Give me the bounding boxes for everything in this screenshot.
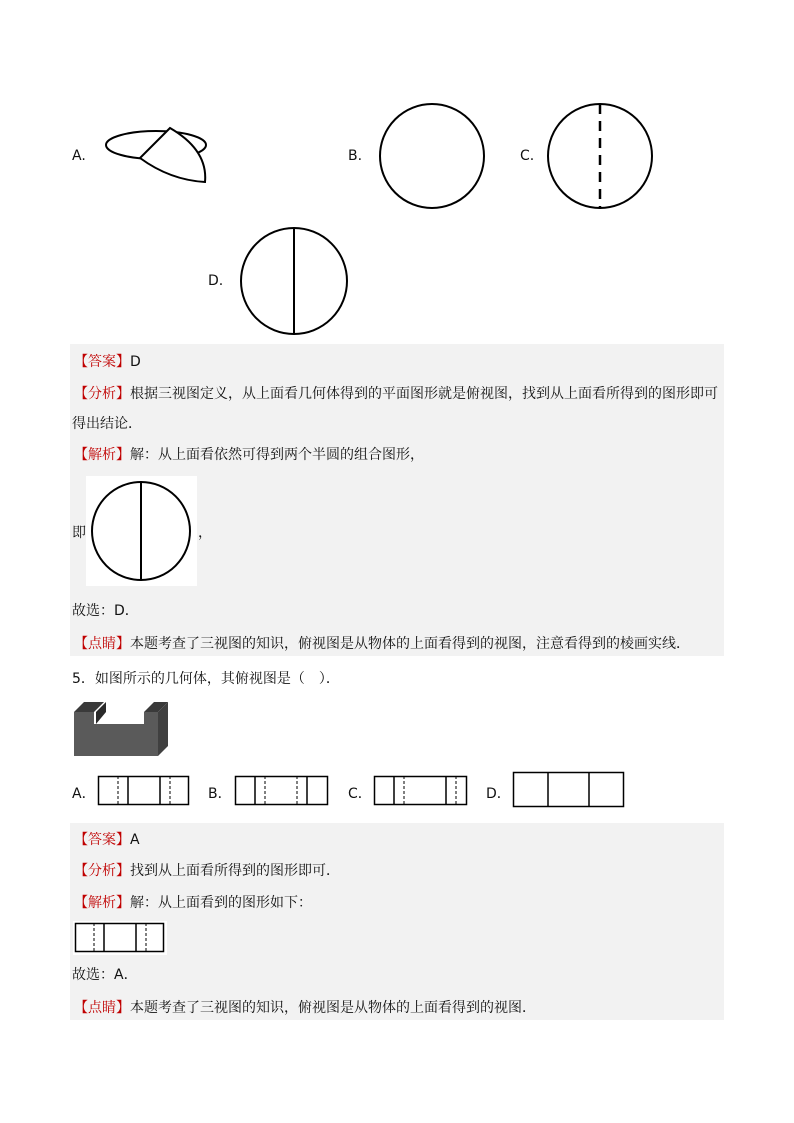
- q5-answer: [74, 829, 140, 849]
- option-d-figure: [240, 228, 348, 334]
- q5-option-d-label: D．: [486, 786, 511, 802]
- q5-comment: [74, 997, 536, 1017]
- q5-analysis: [74, 860, 340, 880]
- comment-tag: 【点睛】: [74, 636, 130, 652]
- option-a-figure: [100, 120, 220, 195]
- q5-option-c-label: C．: [348, 786, 372, 802]
- q5-choice: 故选：A．: [72, 967, 138, 983]
- solution-text: 解：从上面看依然可得到两个半圆的组合图形，: [130, 447, 424, 463]
- answer-value: D: [130, 354, 141, 370]
- comment-text: 本题考查了三视图的知识，俯视图是从物体的上面看得到的视图，注意看得到的棱画实线．: [130, 636, 690, 652]
- q4-solution: [74, 444, 424, 464]
- q5-comment-text: 本题考查了三视图的知识，俯视图是从物体的上面看得到的视图．: [130, 1000, 536, 1016]
- q5-option-b-label: B．: [208, 786, 232, 802]
- q4-analysis: [74, 383, 718, 403]
- q5-option-a-label: A．: [72, 786, 96, 802]
- q4-choice: 故选：D．: [72, 603, 139, 619]
- option-a-label: A.: [72, 148, 86, 164]
- q5-solid-figure: [74, 702, 170, 758]
- q5-option-a-figure: [98, 776, 190, 806]
- solution-figure: [91, 481, 191, 581]
- option-b-label: B.: [348, 148, 363, 164]
- q5-solution: [74, 892, 312, 912]
- q4-analysis-cont: 得出结论．: [72, 416, 142, 432]
- q4-comment: [74, 633, 690, 653]
- analysis-tag: 【分析】: [74, 386, 130, 402]
- option-c-figure: [546, 104, 654, 208]
- q5-option-b-figure: [235, 776, 329, 806]
- option-d-label: D.: [208, 273, 224, 289]
- q5-answer-tag: 【答案】: [74, 832, 130, 848]
- q5-answer-value: A: [130, 832, 140, 848]
- q4-answer: [74, 351, 141, 371]
- q5-comment-tag: 【点睛】: [74, 1000, 130, 1016]
- q5-solution-text: 解：从上面看到的图形如下：: [130, 895, 312, 911]
- q5-solution-tag: 【解析】: [74, 895, 130, 911]
- q5-option-c-figure: [374, 776, 468, 806]
- q5-solution-panel: [70, 823, 724, 1020]
- q5-stem: 5．如图所示的几何体，其俯视图是（ ）．: [72, 671, 340, 687]
- option-c-label: C.: [520, 148, 535, 164]
- solution-tag: 【解析】: [74, 447, 130, 463]
- solution-suffix: ，: [198, 525, 212, 541]
- option-b-figure: [378, 104, 486, 208]
- analysis-text: 根据三视图定义，从上面看几何体得到的平面图形就是俯视图，找到从上面看所得到的图形即可: [130, 386, 718, 402]
- answer-tag: 【答案】: [74, 354, 130, 370]
- q5-analysis-tag: 【分析】: [74, 863, 130, 879]
- q5-option-d-figure: [513, 772, 625, 808]
- q5-analysis-text: 找到从上面看所得到的图形即可．: [130, 863, 340, 879]
- solution-prefix: 即: [72, 525, 86, 541]
- q5-solution-figure: [75, 923, 165, 953]
